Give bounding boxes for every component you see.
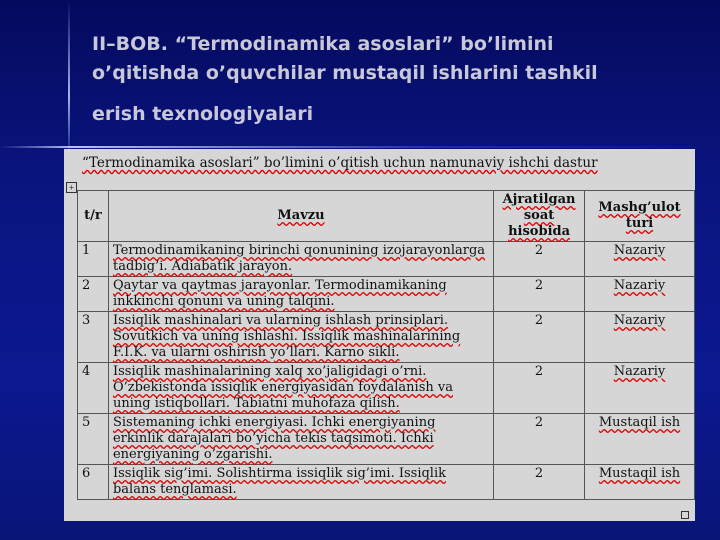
- header-hours: Ajratilgan soat hisobida: [494, 191, 585, 242]
- row-hours: 2: [494, 312, 585, 363]
- slide-title-line-3: erish texnologiyalari: [92, 103, 314, 125]
- row-number: 4: [78, 363, 109, 414]
- table-row: [78, 277, 695, 312]
- decorative-vertical-light: [68, 0, 70, 160]
- table-move-handle-icon: +: [66, 182, 77, 193]
- table-row: [78, 312, 695, 363]
- row-topic: Qaytar va qaytmas jarayonlar. Termodinamikaning inkkinchi qonuni va uning talqini.: [108, 277, 493, 312]
- row-hours: 2: [494, 242, 585, 277]
- resize-handle-icon: [681, 511, 689, 519]
- row-topic: Termodinamikaning birinchi qonunining izojarayonlarga tadbig’i. Adiabatik jarayon.: [108, 242, 493, 277]
- row-topic: Issiqlik mashinalarining xalq xo’jaligidagi o’rni. O’zbekistonda issiqlik energiyasidan foydalanish va uning istiqbollari. Tabiatni muhofaza qilish.: [108, 363, 493, 414]
- header-type: Mashg’ulot turi: [585, 191, 695, 242]
- header-topic: Mavzu: [108, 191, 493, 242]
- row-type: Mustaqil ish: [585, 414, 695, 465]
- header-number: t/r: [78, 191, 109, 242]
- row-topic: Issiqlik mashinalari va ularning ishlash prinsiplari. Sovutkich va uning ishlashi. Issiqlik mashinalarining F.I.K. va ularni oshirish yo’llari. Karno sikli.: [108, 312, 493, 363]
- row-type: Nazariy: [585, 363, 695, 414]
- row-type: Nazariy: [585, 242, 695, 277]
- row-type: Mustaqil ish: [585, 465, 695, 500]
- row-number: 3: [78, 312, 109, 363]
- curriculum-table: [77, 190, 695, 500]
- decorative-horizontal-light: [0, 146, 720, 148]
- row-type: Nazariy: [585, 312, 695, 363]
- document-heading: “Termodinamika asoslari” bo’limini o’qitish uchun namunaviy ishchi dastur: [82, 155, 598, 171]
- table-header-row: [78, 191, 695, 242]
- table-row: [78, 465, 695, 500]
- row-hours: 2: [494, 465, 585, 500]
- row-topic: Sistemaning ichki energiyasi. Ichki energiyaning erkinlik darajalari bo’yicha tekis taqsimoti. Ichki energiyaning o’zgarishi.: [108, 414, 493, 465]
- row-topic: Issiqlik sig’imi. Solishtirma issiqlik sig’imi. Issiqlik balans tenglamasi.: [108, 465, 493, 500]
- row-number: 6: [78, 465, 109, 500]
- row-number: 5: [78, 414, 109, 465]
- slide-title-line-2: o’qitishda o’quvchilar mustaqil ishlarini tashkil: [92, 62, 598, 84]
- row-number: 1: [78, 242, 109, 277]
- table-row: [78, 363, 695, 414]
- table-row: [78, 414, 695, 465]
- row-hours: 2: [494, 363, 585, 414]
- row-hours: 2: [494, 277, 585, 312]
- table-row: [78, 242, 695, 277]
- document-image: [64, 149, 695, 521]
- row-hours: 2: [494, 414, 585, 465]
- slide-title-line-1: II–BOB. “Termodinamika asoslari” bo’limini: [92, 33, 554, 55]
- row-number: 2: [78, 277, 109, 312]
- slide-title: [92, 30, 692, 129]
- row-type: Nazariy: [585, 277, 695, 312]
